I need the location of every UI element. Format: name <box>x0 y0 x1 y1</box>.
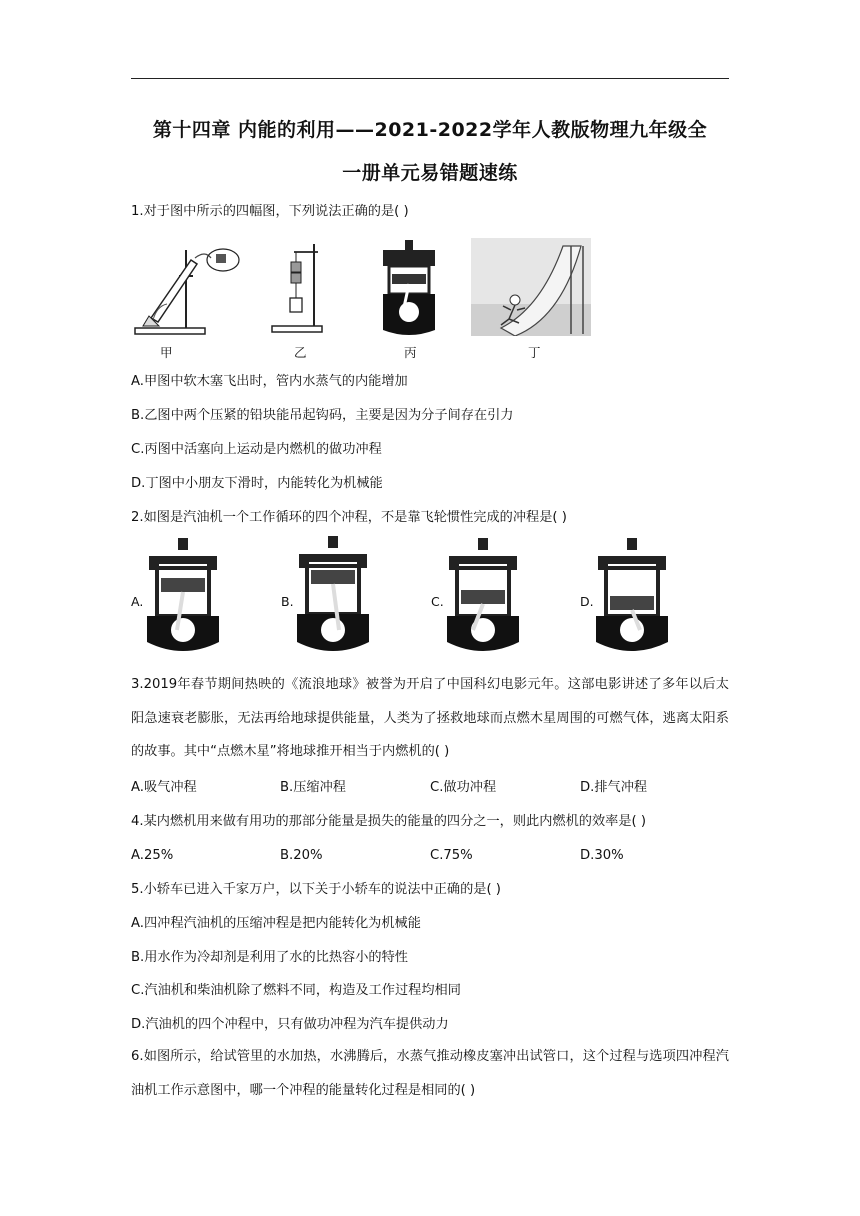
q5-option-d: D.汽油机的四个冲程中，只有做功冲程为汽车提供动力 <box>131 1017 449 1032</box>
q3-stem: 3.2019年春节期间热映的《流浪地球》被誉为开启了中国科幻电影元年。这部电影讲述了多年以后太阳急速衰老膨胀，无法再给地球提供能量，人类为了拯救地球而点燃木星周围的可燃气体，逃离太阳系的故事。其中“点燃木星”将地球推开相当于内燃机的( ) <box>131 677 729 759</box>
q2-label-a: A. <box>131 594 144 609</box>
q5-stem: 5.小轿车已进入千家万户，以下关于小轿车的说法中正确的是( ) <box>131 882 501 897</box>
q3-option-d: D.排气冲程 <box>580 780 648 795</box>
caption-bing: 丙 <box>404 345 417 360</box>
q2-engine-c <box>443 538 523 656</box>
q4-option-b: B.20% <box>280 848 323 863</box>
page-title-line1: 第十四章 内能的利用——2021-2022学年人教版物理九年级全 <box>152 119 708 141</box>
q4-option-d: D.30% <box>580 848 624 863</box>
q2-label-d: D. <box>580 594 594 609</box>
caption-ding: 丁 <box>528 345 541 360</box>
q2-engine-d <box>592 538 672 656</box>
q2-engine-b <box>293 536 373 656</box>
q1-option-d: D.丁图中小朋友下滑时，内能转化为机械能 <box>131 476 383 491</box>
q3-option-b: B.压缩冲程 <box>280 780 346 795</box>
caption-yi: 乙 <box>294 345 307 360</box>
caption-jia: 甲 <box>160 345 173 360</box>
q5-option-a: A.四冲程汽油机的压缩冲程是把内能转化为机械能 <box>131 916 421 931</box>
q5-option-c: C.汽油机和柴油机除了燃料不同，构造及工作过程均相同 <box>131 983 461 998</box>
q1-option-b: B.乙图中两个压紧的铅块能吊起钩码，主要是因为分子间存在引力 <box>131 408 514 423</box>
q4-option-a: A.25% <box>131 848 174 863</box>
q4-stem: 4.某内燃机用来做有用功的那部分能量是损失的能量的四分之一，则此内燃机的效率是( ) <box>131 814 646 829</box>
q2-engine-a <box>143 538 223 656</box>
q5-option-b: B.用水作为冷却剂是利用了水的比热容小的特性 <box>131 950 408 965</box>
page-title-line2: 一册单元易错题速练 <box>342 162 518 184</box>
figure-bing-engine <box>377 238 442 338</box>
q4-option-c: C.75% <box>430 848 473 863</box>
figure-jia-test-tube <box>131 238 241 338</box>
q1-option-c: C.丙图中活塞向上运动是内燃机的做功冲程 <box>131 442 382 457</box>
q1-stem: 1.对于图中所示的四幅图，下列说法正确的是( ) <box>131 204 409 219</box>
q3-option-c: C.做功冲程 <box>430 780 497 795</box>
q2-stem: 2.如图是汽油机一个工作循环的四个冲程，不是靠飞轮惯性完成的冲程是( ) <box>131 510 567 525</box>
q2-label-b: B. <box>281 594 294 609</box>
q6-stem: 6.如图所示，给试管里的水加热，水沸腾后，水蒸气推动橡皮塞冲出试管口，这个过程与选项四冲程汽油机工作示意图中，哪一个冲程的能量转化过程是相同的( ) <box>131 1049 729 1098</box>
q2-label-c: C. <box>431 594 444 609</box>
q1-option-a: A.甲图中软木塞飞出时，管内水蒸气的内能增加 <box>131 374 408 389</box>
q3-option-a: A.吸气冲程 <box>131 780 197 795</box>
figure-yi-lead-blocks <box>268 238 328 338</box>
header-rule <box>131 78 729 79</box>
figure-ding-slide <box>471 238 591 336</box>
